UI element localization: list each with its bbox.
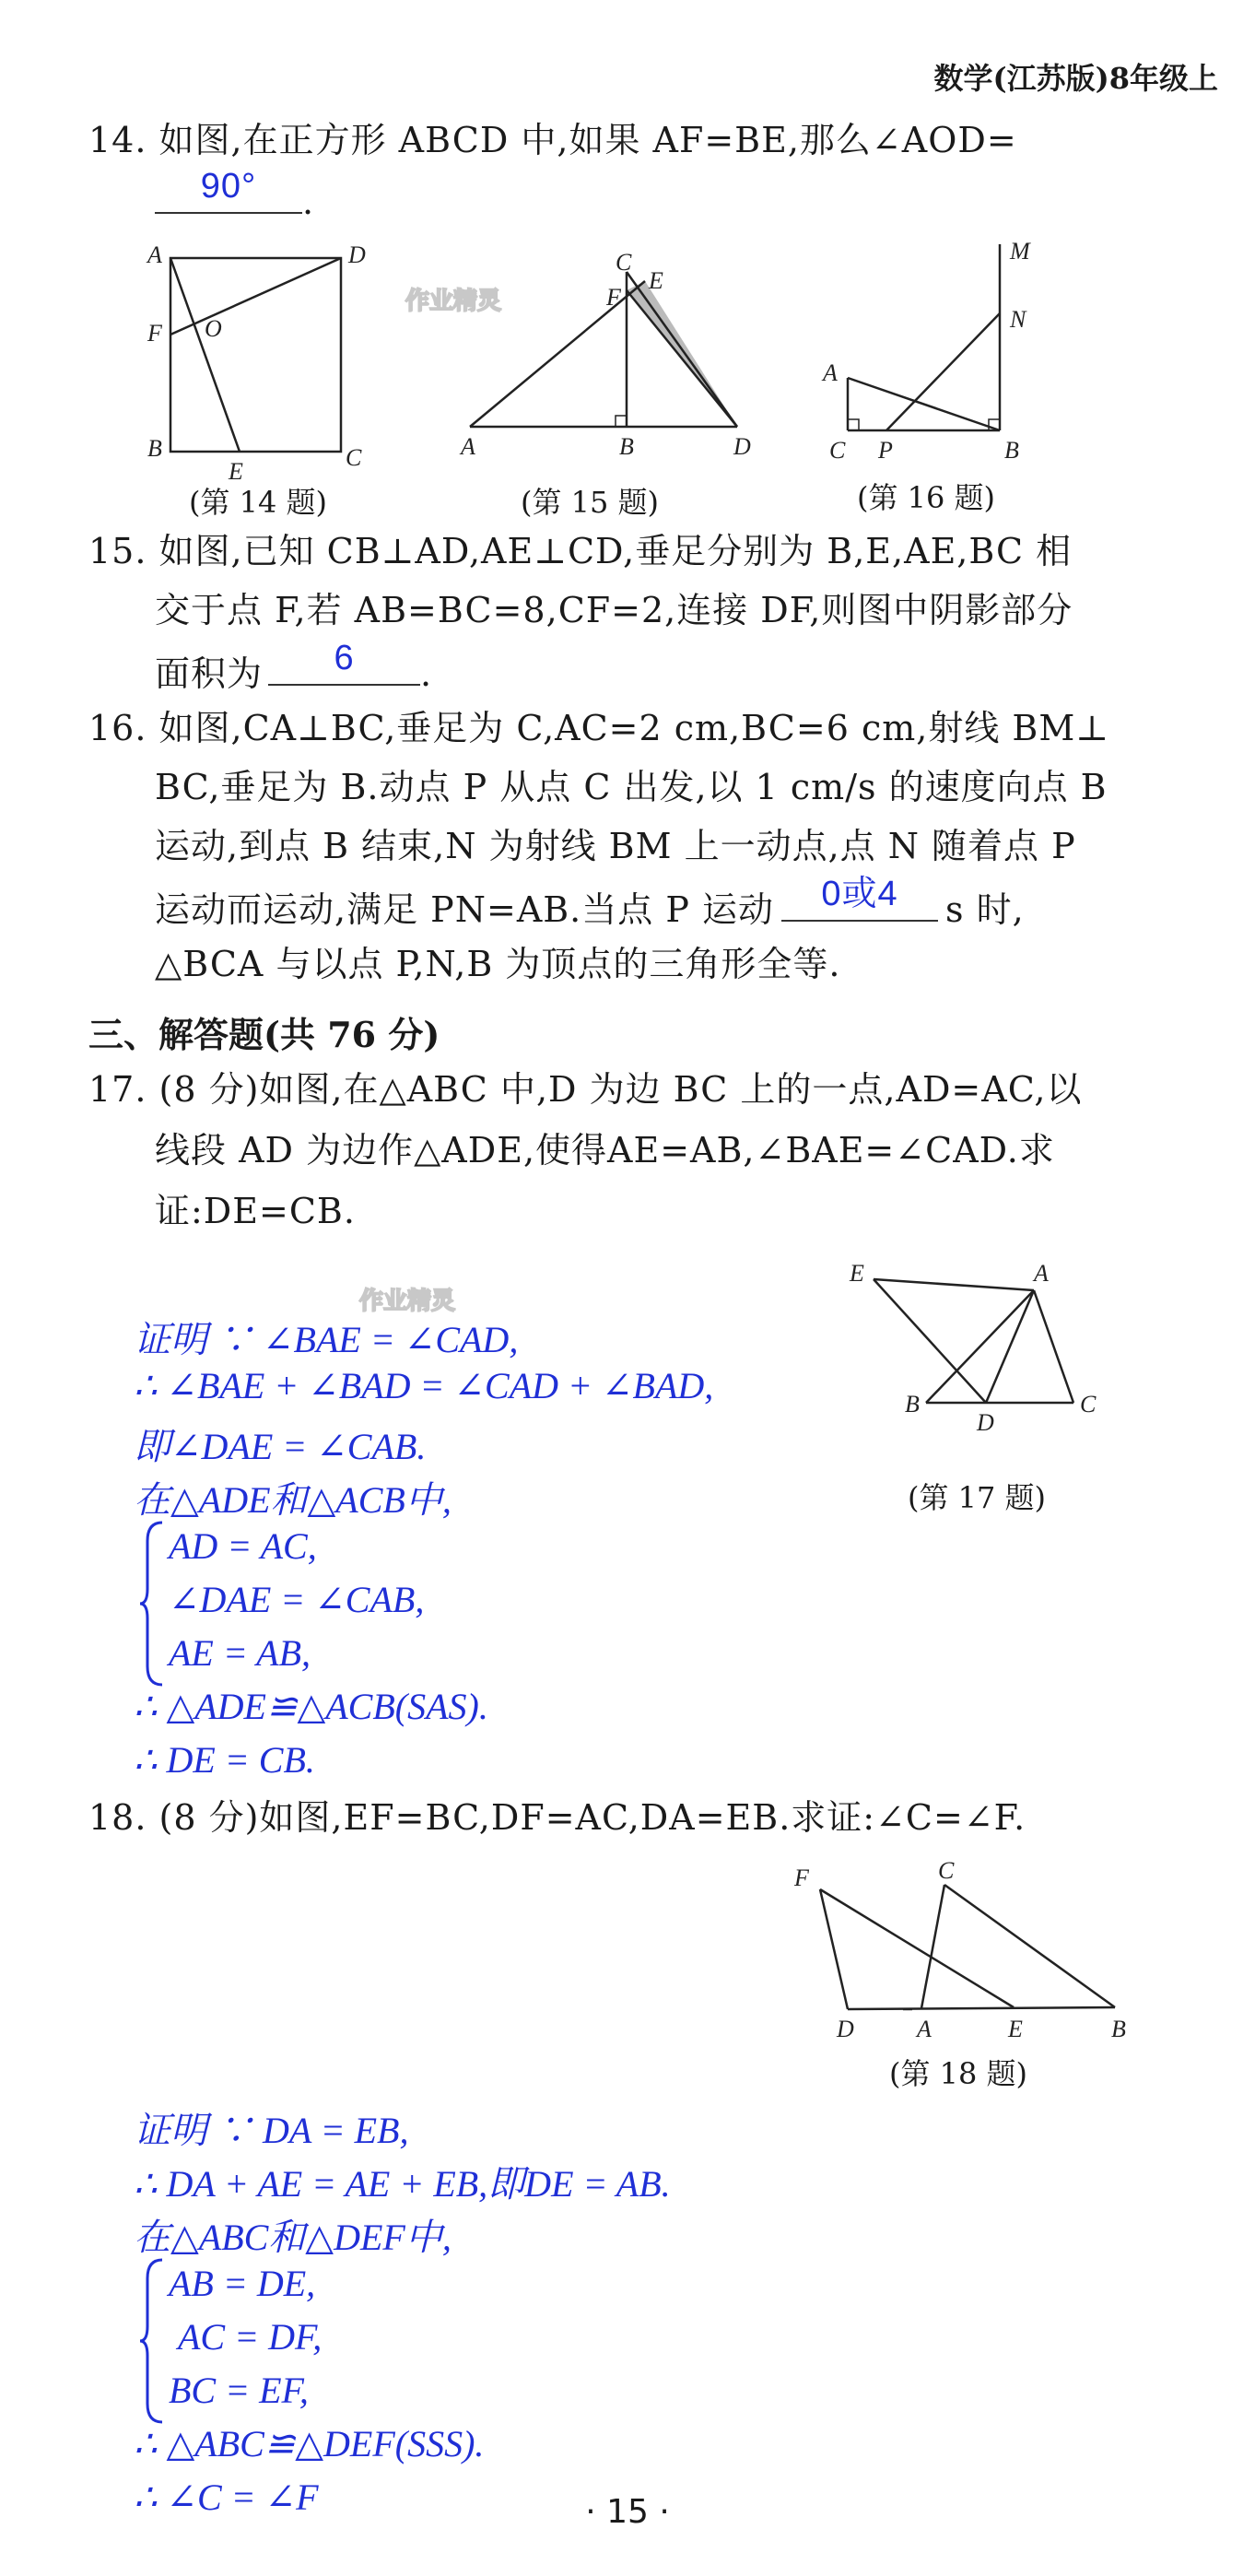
label-b16: B bbox=[1004, 437, 1019, 464]
q16-line4a: 运动而运动,满足 PN=AB.当点 P 运动 bbox=[155, 889, 774, 930]
q18-proof-7: ∴ △ABC≌△DEF(SSS). bbox=[134, 2423, 485, 2464]
q16-line2: BC,垂足为 B.动点 P 从点 C 出发,以 1 cm/s 的速度向点 B bbox=[155, 767, 1108, 807]
q17-line2: 线段 AD 为边作△ADE,使得AE=AB,∠BAE=∠CAD.求 bbox=[155, 1130, 1055, 1170]
segment-db bbox=[848, 2007, 1115, 2009]
segment-cb18 bbox=[944, 1885, 1115, 2007]
q14-answer-blank bbox=[155, 167, 302, 214]
segment-cd bbox=[627, 272, 737, 427]
q17-line3: 证:DE=CB. bbox=[155, 1191, 356, 1231]
label-c15: C bbox=[616, 249, 632, 276]
segment-fd bbox=[170, 258, 341, 335]
right-angle-b bbox=[616, 416, 627, 427]
label-b14: B bbox=[147, 435, 162, 462]
label-n16: N bbox=[1010, 306, 1026, 333]
label-d17: D bbox=[977, 1409, 994, 1436]
q14-text bbox=[88, 120, 1017, 162]
q15-answer: 6 bbox=[334, 639, 355, 678]
q15-line3: 面积为 bbox=[155, 653, 264, 694]
segment-ae bbox=[170, 258, 240, 452]
segment-fd15 bbox=[627, 290, 737, 427]
label-e18: E bbox=[1008, 2016, 1023, 2042]
label-a15: A bbox=[461, 433, 475, 460]
q17-proof-1: 证明 ∵ ∠BAE = ∠CAD, bbox=[134, 1319, 519, 1360]
figure-14 bbox=[170, 258, 341, 452]
label-c17: C bbox=[1080, 1391, 1097, 1417]
q16-line1: 16. 如图,CA⊥BC,垂足为 C,AC=2 cm,BC=6 cm,射线 BM⊥ bbox=[88, 708, 1110, 748]
q18-proof-8: ∴ ∠C = ∠F bbox=[134, 2476, 319, 2518]
label-e14: E bbox=[229, 458, 243, 485]
page-header: 数学(江苏版)8年级上 bbox=[933, 61, 1218, 96]
q16-line5: △BCA 与以点 P,N,B 为顶点的三角形全等. bbox=[155, 944, 841, 984]
caption-16: (第 16 题) bbox=[857, 480, 996, 515]
q18-brace bbox=[138, 2256, 166, 2426]
section-3-title: 三、解答题(共 76 分) bbox=[88, 1014, 440, 1055]
q18-proof-1: 证明 ∵ DA = EB, bbox=[134, 2110, 409, 2151]
segment-da17 bbox=[986, 1290, 1034, 1403]
segment-fe bbox=[820, 1889, 1014, 2007]
q17-proof-2: ∴ ∠BAE + ∠BAD = ∠CAD + ∠BAD, bbox=[134, 1365, 714, 1406]
q18-line1: 18. (8 分)如图,EF=BC,DF=AC,DA=EB.求证:∠C=∠F. bbox=[88, 1797, 1026, 1838]
page-number: · 15 · bbox=[585, 2493, 670, 2531]
q17-proof-4: 在△ADE和△ACB中, bbox=[134, 1479, 452, 1521]
q15-line2: 交于点 F,若 AB=BC=8,CF=2,连接 DF,则图中阴影部分 bbox=[155, 590, 1073, 630]
label-d18: D bbox=[837, 2016, 854, 2042]
caption-15: (第 15 题) bbox=[521, 485, 660, 520]
label-o14: O bbox=[205, 315, 222, 342]
label-a18: A bbox=[917, 2016, 932, 2042]
label-f14: F bbox=[147, 320, 162, 347]
watermark-2: 作业精灵 bbox=[359, 1288, 456, 1315]
q18-proof-5: AC = DF, bbox=[178, 2316, 323, 2358]
q14-line1: 14. 如图,在正方形 ABCD 中,如果 AF=BE,那么∠AOD= bbox=[88, 120, 1017, 160]
square-abcd bbox=[170, 258, 341, 452]
q15-line3-wrap bbox=[155, 639, 433, 696]
q15-tail: . bbox=[420, 653, 433, 694]
figure-18 bbox=[783, 1853, 1133, 2042]
q16-line3: 运动,到点 B 结束,N 为射线 BM 上一动点,点 N 随着点 P bbox=[155, 826, 1076, 866]
segment-ed bbox=[874, 1279, 986, 1403]
segment-pn bbox=[886, 313, 1000, 430]
caption-17: (第 17 题) bbox=[908, 1480, 1047, 1515]
q17-line1: 17. (8 分)如图,在△ABC 中,D 为边 BC 上的一点,AD=AC,以 bbox=[88, 1069, 1083, 1110]
q14-tail: . bbox=[302, 182, 315, 222]
watermark: 作业精灵 bbox=[405, 288, 502, 315]
label-a14: A bbox=[147, 241, 162, 268]
caption-18: (第 18 题) bbox=[889, 2056, 1028, 2091]
q16-line4b: s 时, bbox=[945, 889, 1025, 930]
label-e15: E bbox=[649, 267, 663, 294]
q18-proof-2: ∴ DA + AE = AE + EB,即DE = AB. bbox=[134, 2163, 671, 2205]
segment-ca17 bbox=[1034, 1290, 1073, 1403]
label-b18: B bbox=[1111, 2016, 1126, 2042]
segment-ba17 bbox=[926, 1290, 1034, 1403]
q18-proof-4: AB = DE, bbox=[169, 2263, 316, 2304]
caption-14: (第 14 题) bbox=[189, 485, 328, 520]
label-c16: C bbox=[829, 437, 846, 464]
q14-answer: 90° bbox=[200, 167, 257, 206]
label-c14: C bbox=[346, 444, 362, 471]
label-d15: D bbox=[733, 433, 751, 460]
label-d14: D bbox=[348, 241, 366, 268]
figure-15 bbox=[459, 249, 751, 460]
label-a16: A bbox=[823, 359, 838, 386]
q18-proof-3: 在△ABC和△DEF中, bbox=[134, 2217, 452, 2258]
right-angle-c16 bbox=[848, 419, 859, 430]
segment-ea bbox=[874, 1279, 1034, 1290]
q17-proof-8: ∴ △ADE≌△ACB(SAS). bbox=[134, 1686, 488, 1727]
segment-ac bbox=[921, 1885, 944, 2008]
label-b17: B bbox=[905, 1391, 920, 1417]
q16-line4 bbox=[155, 875, 1025, 932]
q17-proof-3: 即∠DAE = ∠CAB. bbox=[134, 1426, 427, 1467]
q16-answer: 0或4 bbox=[821, 875, 898, 914]
q15-answer-blank bbox=[268, 639, 420, 686]
figure-16 bbox=[821, 238, 1031, 464]
q17-proof-5: AD = AC, bbox=[169, 1525, 317, 1567]
label-c18: C bbox=[938, 1857, 955, 1884]
q15-line1: 15. 如图,已知 CB⊥AD,AE⊥CD,垂足分别为 B,E,AE,BC 相 bbox=[88, 531, 1073, 571]
q17-proof-9: ∴ DE = CB. bbox=[134, 1739, 315, 1781]
label-p16: P bbox=[878, 437, 893, 464]
label-m16: M bbox=[1010, 238, 1030, 265]
segment-df bbox=[820, 1889, 848, 2009]
label-a17: A bbox=[1034, 1260, 1049, 1287]
label-f18: F bbox=[794, 1864, 809, 1891]
q14-answer-line bbox=[155, 167, 315, 224]
q18-proof-6: BC = EF, bbox=[169, 2370, 309, 2411]
q17-brace bbox=[138, 1519, 166, 1688]
label-f15: F bbox=[606, 284, 621, 311]
segment-ab16 bbox=[848, 378, 1000, 430]
q17-proof-6: ∠DAE = ∠CAB, bbox=[169, 1579, 425, 1620]
label-e17: E bbox=[850, 1260, 864, 1287]
q16-answer-blank bbox=[781, 875, 938, 922]
q17-proof-7: AE = AB, bbox=[169, 1632, 311, 1674]
label-b15: B bbox=[619, 433, 634, 460]
figures-row-14-16 bbox=[0, 235, 1255, 521]
